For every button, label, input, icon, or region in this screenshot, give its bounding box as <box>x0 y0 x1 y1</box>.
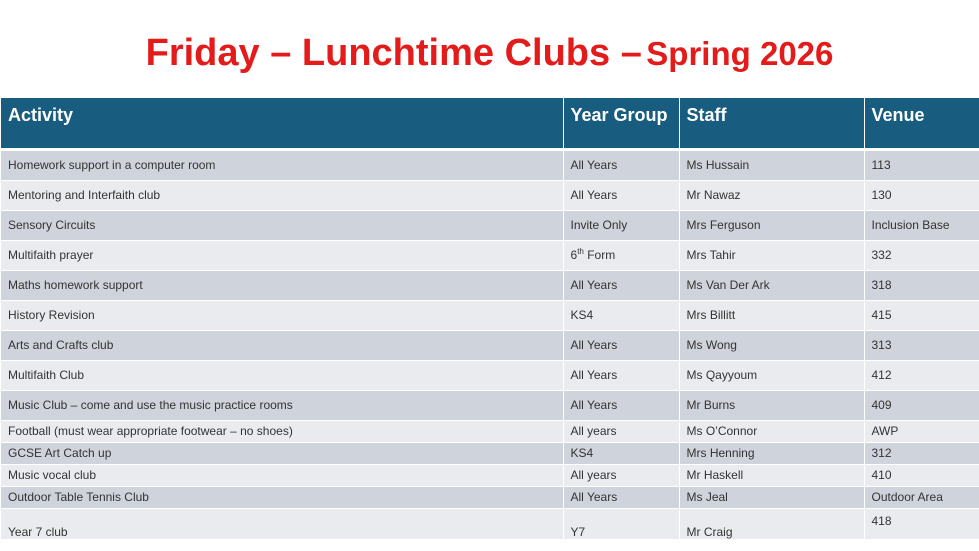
cell-year-group-text: Y7 <box>570 524 586 539</box>
cell-staff: Ms Van Der Ark <box>679 270 864 300</box>
cell-year-group: All years <box>563 420 679 442</box>
cell-staff: Mr Haskell <box>679 464 864 486</box>
cell-activity: Mentoring and Interfaith club <box>1 180 563 210</box>
table-row <box>1 360 979 390</box>
cell-staff: Ms Hussain <box>679 149 864 180</box>
cell-venue: Outdoor Area <box>864 486 979 508</box>
table-row <box>1 390 979 420</box>
clubs-table <box>1 98 979 539</box>
cell-venue: 412 <box>864 360 979 390</box>
cell-staff: Mrs Ferguson <box>679 210 864 240</box>
table-row <box>1 508 979 539</box>
cell-venue: 130 <box>864 180 979 210</box>
table-row <box>1 330 979 360</box>
cell-staff: Ms Jeal <box>679 486 864 508</box>
table-row <box>1 442 979 464</box>
cell-staff <box>679 508 864 539</box>
cell-staff: Mrs Billitt <box>679 300 864 330</box>
cell-activity: Music vocal club <box>1 464 563 486</box>
cell-venue: AWP <box>864 420 979 442</box>
column-header-venue: Venue <box>864 98 979 149</box>
cell-venue-text: 418 <box>871 513 892 528</box>
cell-venue: 415 <box>864 300 979 330</box>
cell-venue: 410 <box>864 464 979 486</box>
cell-year-group: All years <box>563 464 679 486</box>
table-row <box>1 180 979 210</box>
table-row <box>1 486 979 508</box>
title-term: Spring 2026 <box>646 35 834 72</box>
cell-year-group: All Years <box>563 390 679 420</box>
cell-year-group: All Years <box>563 360 679 390</box>
cell-staff: Mrs Tahir <box>679 240 864 270</box>
cell-year-group: All Years <box>563 330 679 360</box>
cell-staff: Ms Qayyoum <box>679 360 864 390</box>
table-row <box>1 420 979 442</box>
cell-activity: Music Club – come and use the music practice rooms <box>1 390 563 420</box>
column-header-staff: Staff <box>679 98 864 149</box>
cell-venue: 332 <box>864 240 979 270</box>
cell-venue: 312 <box>864 442 979 464</box>
cell-staff: Ms Wong <box>679 330 864 360</box>
page-title <box>0 30 979 84</box>
year-word: Form <box>583 248 616 262</box>
cell-year-group: All Years <box>563 270 679 300</box>
cell-year-group: KS4 <box>563 442 679 464</box>
cell-venue: 409 <box>864 390 979 420</box>
cell-year-group: All Years <box>563 486 679 508</box>
cell-activity <box>1 508 563 539</box>
year-number: 6 <box>570 248 578 262</box>
cell-activity-text: Year 7 club <box>8 524 68 539</box>
table-row <box>1 240 979 270</box>
cell-activity: Sensory Circuits <box>1 210 563 240</box>
cell-activity: Homework support in a computer room <box>1 149 563 180</box>
cell-venue <box>864 508 979 539</box>
table-row <box>1 149 979 180</box>
cell-year-group <box>563 508 679 539</box>
cell-staff: Mr Nawaz <box>679 180 864 210</box>
cell-venue: 318 <box>864 270 979 300</box>
table-row <box>1 300 979 330</box>
cell-year-group: KS4 <box>563 300 679 330</box>
cell-staff: Mrs Henning <box>679 442 864 464</box>
table-row <box>1 270 979 300</box>
cell-activity: Multifaith prayer <box>1 240 563 270</box>
title-main: Friday – Lunchtime Clubs – <box>145 32 642 74</box>
cell-staff-text: Mr Craig <box>686 524 733 539</box>
column-header-year-group: Year Group <box>563 98 679 149</box>
cell-activity: Football (must wear appropriate footwear – no shoes) <box>1 420 563 442</box>
cell-year-group: All Years <box>563 180 679 210</box>
ordinal-suffix: th <box>577 247 584 256</box>
column-header-activity: Activity <box>1 98 563 149</box>
cell-activity: Arts and Crafts club <box>1 330 563 360</box>
header-row <box>1 98 979 149</box>
table-row <box>1 210 979 240</box>
cell-activity: Outdoor Table Tennis Club <box>1 486 563 508</box>
cell-venue: 113 <box>864 149 979 180</box>
cell-activity: Multifaith Club <box>1 360 563 390</box>
cell-venue: Inclusion Base <box>864 210 979 240</box>
cell-year-group: All Years <box>563 149 679 180</box>
cell-activity: History Revision <box>1 300 563 330</box>
cell-activity: Maths homework support <box>1 270 563 300</box>
cell-year-group <box>563 240 679 270</box>
cell-year-group: Invite Only <box>563 210 679 240</box>
cell-staff: Ms O’Connor <box>679 420 864 442</box>
cell-venue: 313 <box>864 330 979 360</box>
cell-staff: Mr Burns <box>679 390 864 420</box>
table-row <box>1 464 979 486</box>
cell-activity: GCSE Art Catch up <box>1 442 563 464</box>
